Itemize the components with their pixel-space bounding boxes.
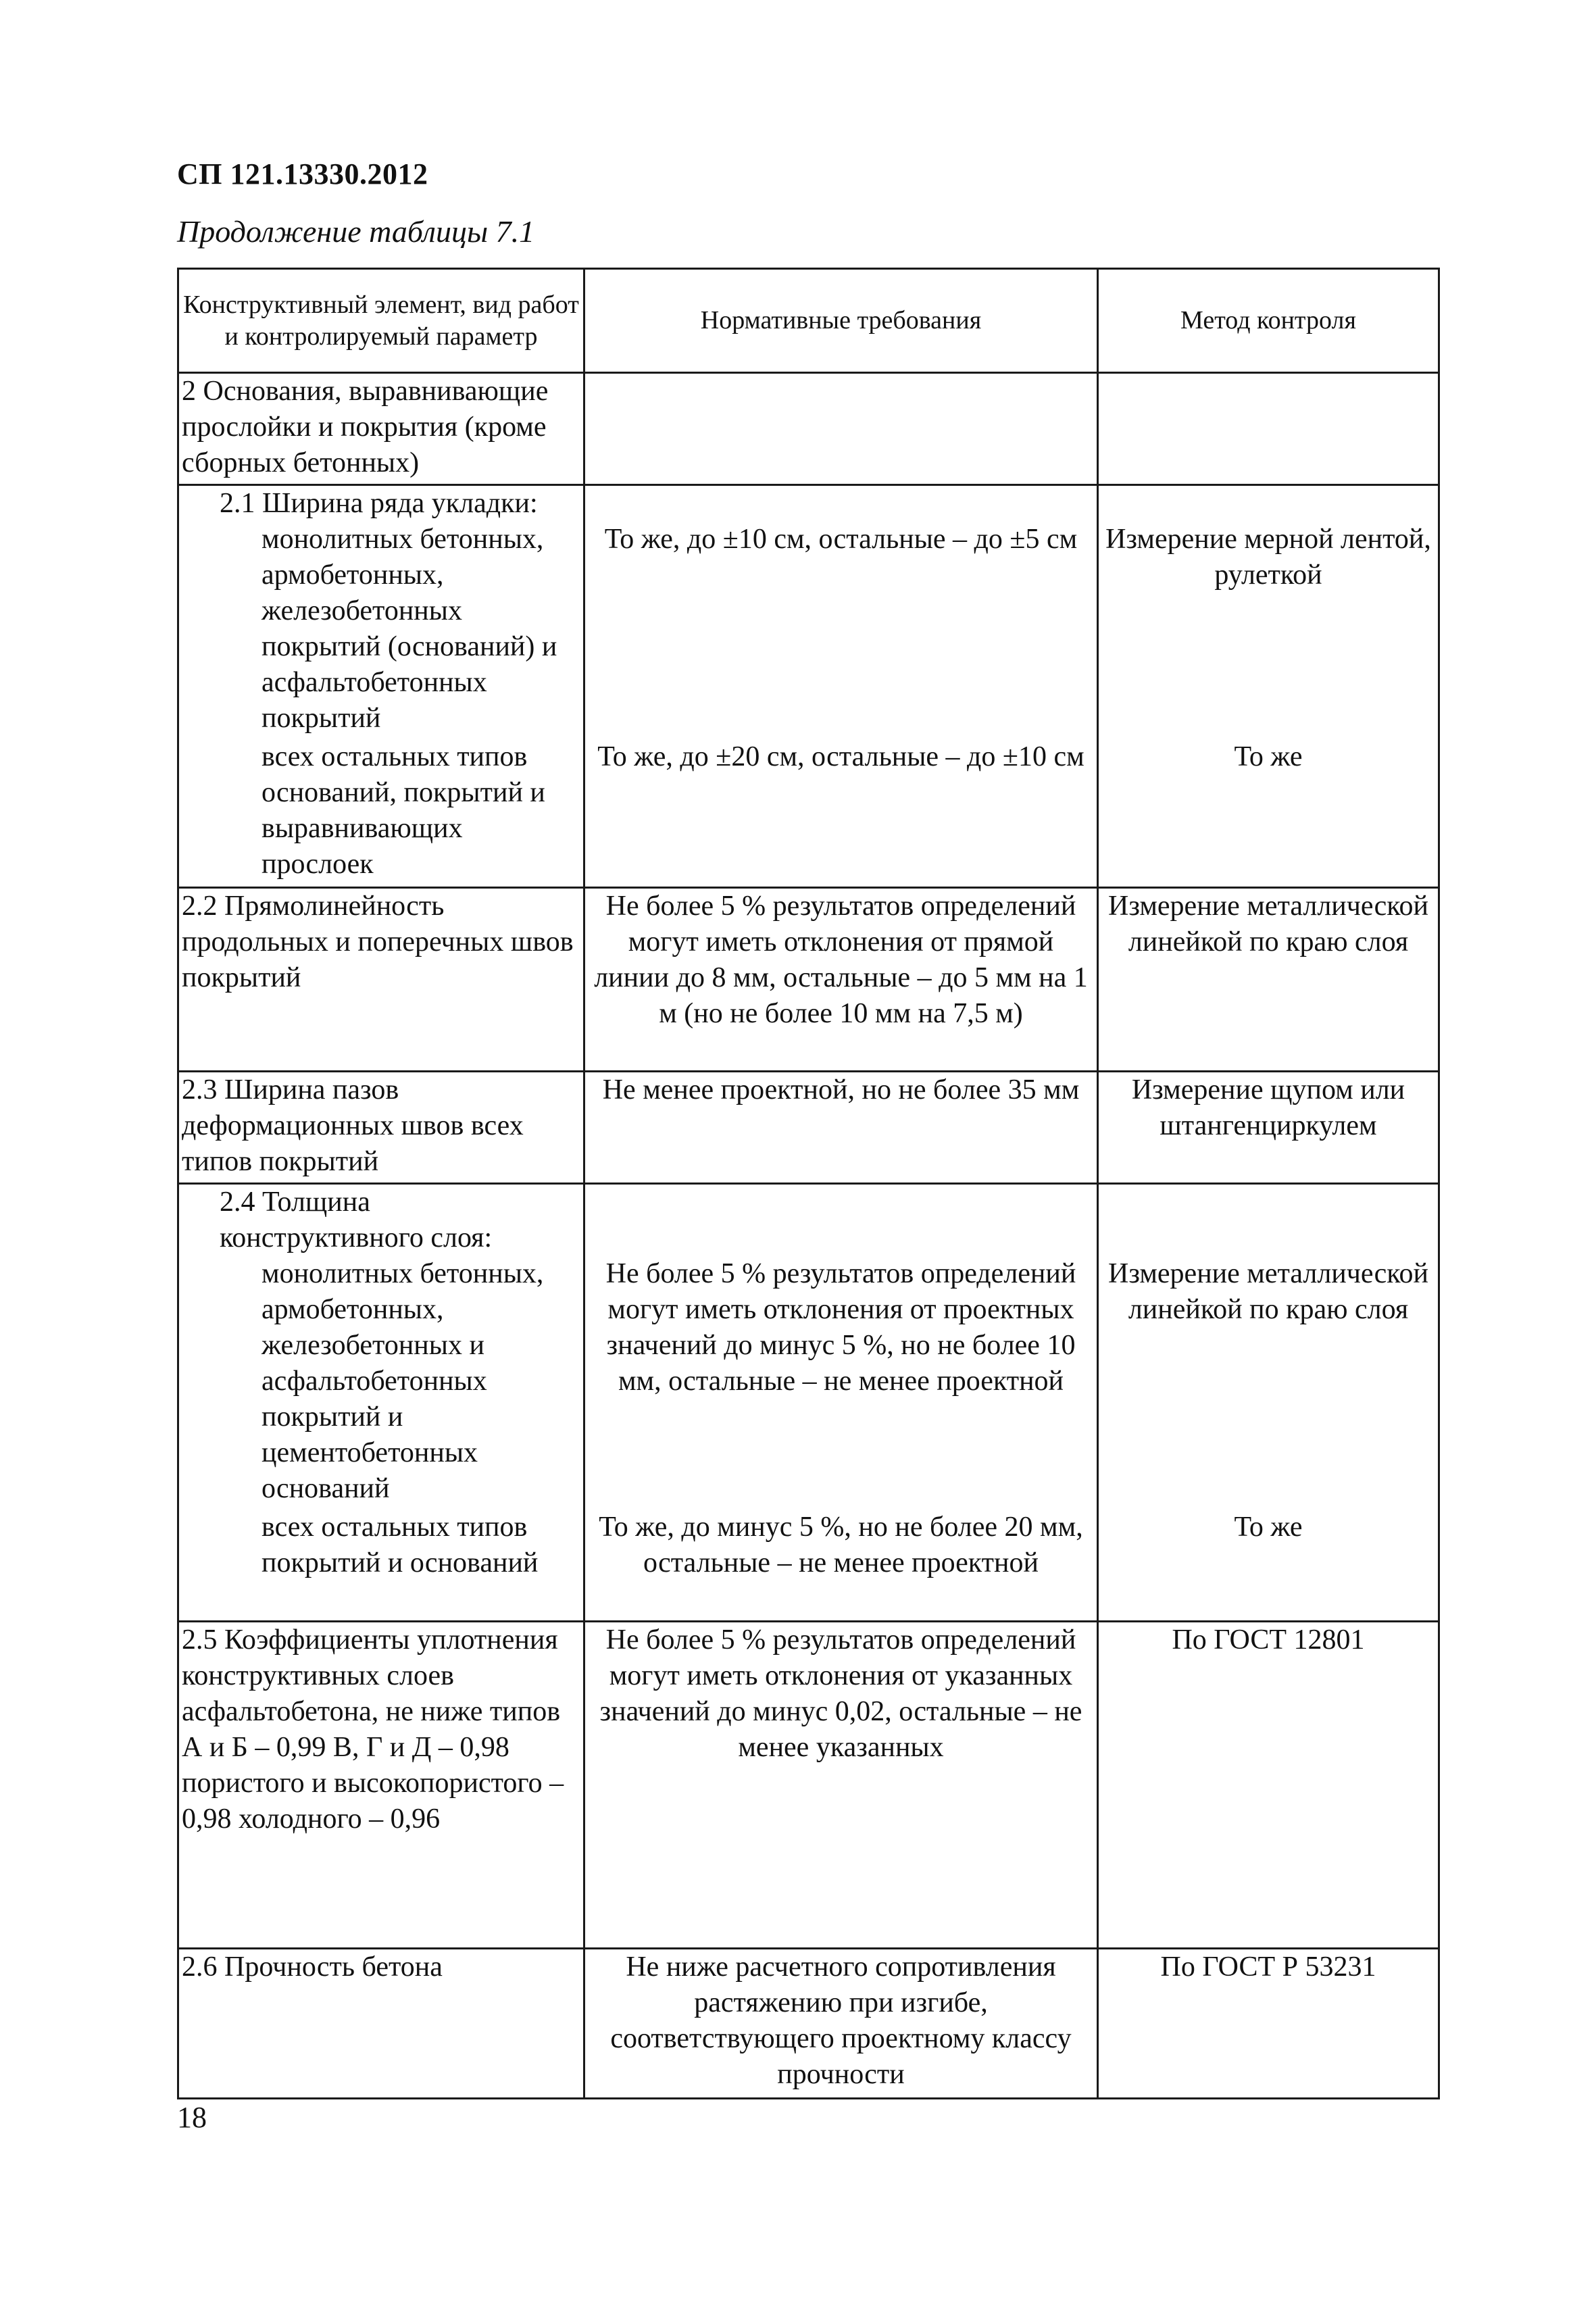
row-2-6-method: По ГОСТ Р 53231 [1098,1949,1439,2099]
table-row-2-2 [178,888,1439,1072]
row-2-2-param: 2.2 Прямолинейность продольных и поперечных швов покрытий [178,888,584,1072]
row-2-1-param [178,485,584,888]
table-row-section-2 [178,373,1439,485]
empty-cell [1098,373,1439,485]
page-number: 18 [177,2101,207,2134]
row-2-1-sub1-method: Измерение мерной лентой, рулеткой [1105,524,1431,591]
row-2-2-requirements: Не более 5 % результатов определений могут иметь отклонения от прямой линии до 8 мм, остальные – до 5 мм на 1 м (но не более 10 мм на 7,5 м) [584,888,1098,1072]
table-header-row [178,269,1439,373]
table-row-2-6 [178,1949,1439,2099]
row-2-1-sub1-text: монолитных бетонных, армобетонных, железобетонных покрытий (оснований) и асфальтобетонных покрытий [261,524,557,734]
row-2-1-sub2-method: То же [1234,741,1303,772]
document-code: СП 121.13330.2012 [177,157,428,191]
row-2-1-requirements [584,485,1098,888]
table-row-2-3 [178,1072,1439,1184]
row-2-3-param: 2.3 Ширина пазов деформационных швов всех типов покрытий [178,1072,584,1184]
row-2-4-sub2-method: То же [1234,1512,1303,1543]
empty-cell [584,373,1098,485]
row-2-6-requirements: Не ниже расчетного сопротивления растяжению при изгибе, соответствующего проектному классу прочности [584,1949,1098,2099]
table-caption: Продолжение таблицы 7.1 [177,214,535,249]
row-2-4-sub1-method: Измерение металлической линейкой по краю слоя [1108,1258,1428,1325]
header-method: Метод контроля [1098,269,1439,373]
row-2-6-param: 2.6 Прочность бетона [178,1949,584,2099]
row-2-4-sub1-text: монолитных бетонных, армобетонных, железобетонных и асфальтобетонных покрытий и цементобетонных оснований [261,1258,544,1504]
row-2-4-requirements [584,1184,1098,1622]
table-row-2-4 [178,1184,1439,1622]
row-2-5-requirements: Не более 5 % результатов определений могут иметь отклонения от указанных значений до минус 0,02, остальные – не менее указанных [584,1622,1098,1949]
row-2-1-method [1098,485,1439,888]
header-requirements: Нормативные требования [584,269,1098,373]
row-2-3-requirements: Не менее проектной, но не более 35 мм [584,1072,1098,1184]
row-2-4-sub2-req: То же, до минус 5 %, но не более 20 мм, остальные – не менее проектной [599,1512,1083,1578]
row-2-1-title: 2.1 Ширина ряда укладки: [220,488,538,519]
row-2-5-method: По ГОСТ 12801 [1098,1622,1439,1949]
row-2-4-title: 2.4 Толщина конструктивного слоя: [220,1187,493,1253]
row-2-2-method: Измерение металлической линейкой по краю слоя [1098,888,1439,1072]
row-2-1-sub2-text: всех остальных типов оснований, покрытий и выравнивающих прослоек [261,741,545,880]
row-2-5-param: 2.5 Коэффициенты уплотнения конструктивных слоев асфальтобетона, не ниже типов А и Б – 0,99 В, Г и Д – 0,98 пористого и высокопористого – 0,98 холодного – 0,96 [178,1622,584,1949]
row-2-4-sub2-text: всех остальных типов покрытий и оснований [261,1512,539,1578]
specification-table [177,268,1440,2099]
table-row-2-1 [178,485,1439,888]
section-title: 2 Основания, выравнивающие прослойки и покрытия (кроме сборных бетонных) [178,373,584,485]
header-element: Конструктивный элемент, вид работ и контролируемый параметр [178,269,584,373]
row-2-4-method [1098,1184,1439,1622]
row-2-1-sub1-req: То же, до ±10 см, остальные – до ±5 см [604,524,1078,555]
row-2-4-param [178,1184,584,1622]
row-2-1-sub2-req: То же, до ±20 см, остальные – до ±10 см [597,741,1084,772]
table-row-2-5 [178,1622,1439,1949]
row-2-4-sub1-req: Не более 5 % результатов определений могут иметь отклонения от проектных значений до минус 5 %, но не более 10 мм, остальные – не менее проектной [605,1258,1076,1397]
row-2-3-method: Измерение щупом или штангенциркулем [1098,1072,1439,1184]
